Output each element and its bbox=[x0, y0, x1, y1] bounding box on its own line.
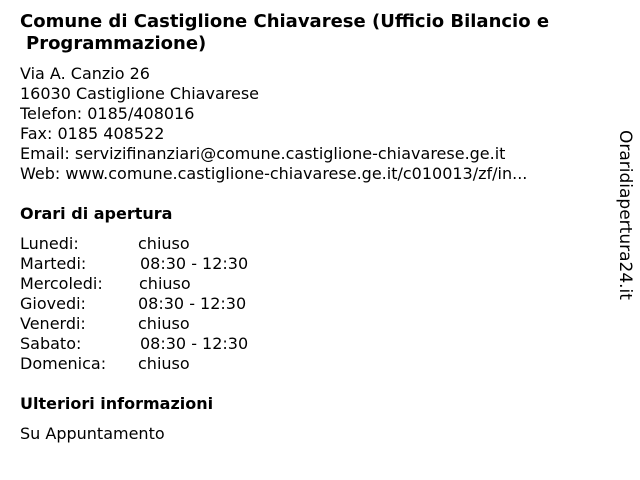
hours-row bbox=[20, 274, 420, 294]
day-label: Domenica: bbox=[20, 354, 107, 373]
more-info-heading: Ulteriori informazioni bbox=[20, 394, 214, 413]
day-hours: 08:30 - 12:30 bbox=[138, 294, 247, 313]
hours-row bbox=[20, 314, 420, 334]
day-label: Giovedi: bbox=[20, 294, 86, 313]
hours-row bbox=[20, 254, 420, 274]
day-hours: chiuso bbox=[138, 314, 190, 333]
email-address: Email: servizifinanziari@comune.castiglione-chiavarese.ge.it bbox=[20, 144, 506, 163]
page-title-line-1: Comune di Castiglione Chiavarese (Ufficio Bilancio e bbox=[20, 11, 550, 32]
more-info-text: Su Appuntamento bbox=[20, 424, 165, 443]
website-link[interactable]: Web: www.comune.castiglione-chiavarese.ge.it/c010013/zf/in... bbox=[20, 164, 528, 183]
hours-row bbox=[20, 234, 420, 254]
city-address: 16030 Castiglione Chiavarese bbox=[20, 84, 260, 103]
hours-row bbox=[20, 354, 420, 374]
page-title-line-2: Programmazione) bbox=[26, 33, 207, 54]
day-hours: chiuso bbox=[138, 234, 190, 253]
day-hours: 08:30 - 12:30 bbox=[140, 334, 249, 353]
day-label: Sabato: bbox=[20, 334, 82, 353]
day-label: Mercoledi: bbox=[20, 274, 103, 293]
street-address: Via A. Canzio 26 bbox=[20, 64, 150, 83]
phone-number: Telefon: 0185/408016 bbox=[20, 104, 195, 123]
page-title bbox=[20, 11, 620, 55]
day-label: Lunedi: bbox=[20, 234, 79, 253]
day-label: Venerdi: bbox=[20, 314, 86, 333]
contact-info bbox=[20, 64, 600, 184]
opening-hours-heading: Orari di apertura bbox=[20, 204, 173, 223]
day-hours: 08:30 - 12:30 bbox=[140, 254, 249, 273]
day-hours: chiuso bbox=[138, 354, 190, 373]
opening-hours-table bbox=[20, 234, 420, 374]
day-label: Martedi: bbox=[20, 254, 87, 273]
hours-row bbox=[20, 334, 420, 354]
watermark: Oraridiapertura24.it bbox=[615, 130, 635, 300]
hours-row bbox=[20, 294, 420, 314]
day-hours: chiuso bbox=[139, 274, 191, 293]
fax-number: Fax: 0185 408522 bbox=[20, 124, 165, 143]
